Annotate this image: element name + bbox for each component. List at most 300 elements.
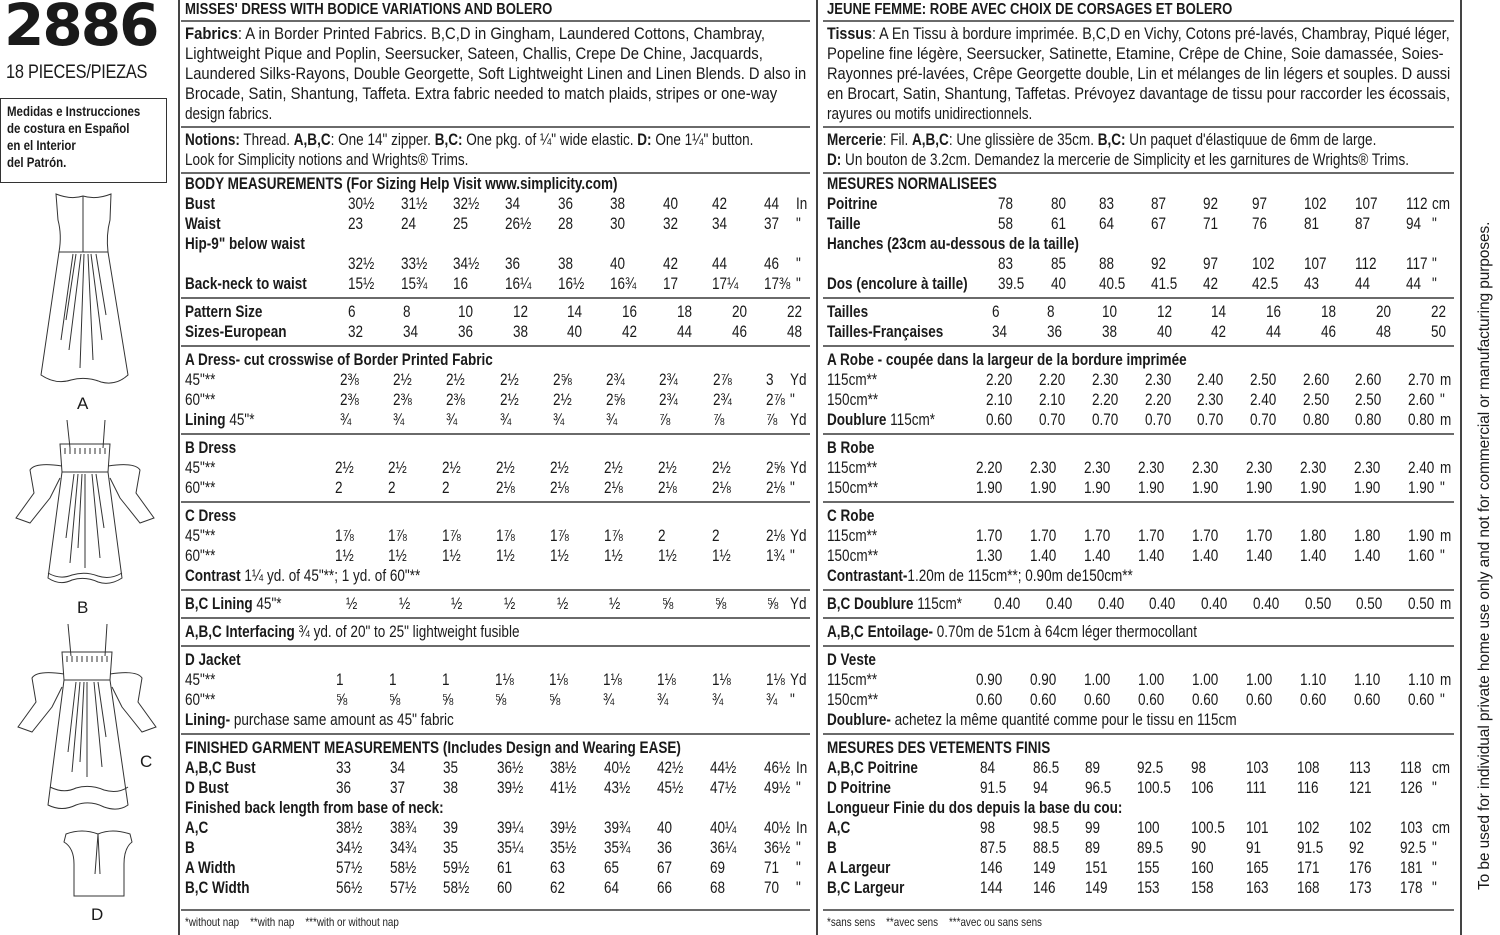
cell-value: 14 [1211,303,1227,321]
cell-value: 98 [1191,759,1207,777]
contrast-text: 1.20m de 115cm**; 0.90m de150cm** [907,567,1133,585]
cell-value: 1.00 [1191,671,1219,689]
table-row [181,214,810,234]
cell-value: 63 [550,859,566,877]
cell-value: 0.80 [1302,411,1329,429]
table-row [823,526,1454,546]
cell-value: 0.50 [1304,595,1331,613]
cell-value: 2.30 [1137,459,1165,477]
unit-label: " [796,275,802,293]
cell-value: 48 [1375,323,1391,341]
table-row [181,758,810,778]
table-row [181,410,810,430]
cell-value: 0.90 [975,671,1002,689]
cell-value: 36½ [496,759,523,777]
cell-value: 98.5 [1032,819,1059,837]
cell-value: 1.70 [1029,527,1056,545]
cell-value: 34¾ [389,839,417,857]
section-title: A Robe - coupée dans la largeur de la bordure imprimée [827,351,1187,369]
unit-label: " [796,255,802,273]
french-panel [823,0,1454,935]
notions-view: B,C: [434,131,463,149]
cell-value: 117 [1405,255,1428,273]
cell-value: 107 [1354,195,1378,213]
cell-value: 32 [348,323,364,341]
fabrics-line: Popeline fine légère, Seersucker, Satinette, Etamine, Crêpe de Chine, Soie damassée, Soies- [827,45,1444,63]
cell-value: 38 [610,195,626,213]
cell-value: 0.60 [1083,691,1111,709]
cell-value: ⅝ [714,595,726,613]
cell-value: 2½ [496,459,516,477]
cell-value: 33 [336,759,352,777]
unit-label: " [1432,215,1437,233]
cell-value: 2 [442,479,450,497]
cell-value: 35 [443,839,459,857]
table-row [823,798,1454,818]
cell-value: 87 [1151,195,1167,213]
cell-value: 38 [512,323,528,341]
spanish-note-line: del Patrón. [7,155,67,170]
cell-value: 1⅛ [711,671,731,689]
view-c-yardage-table [181,506,810,566]
cell-value: 107 [1303,255,1327,273]
cell-value: 66 [657,879,673,897]
cell-value: 1½ [442,547,462,565]
notions-view: A,B,C [911,131,949,149]
cell-value: 144 [980,879,1003,897]
cell-value: 36¼ [710,839,737,857]
view-d-yardage-table [181,650,810,710]
unit-label: In [796,759,808,777]
row-label: Waist [185,215,221,233]
divider [823,501,1454,503]
cell-value: ¾ [606,411,618,429]
cell-value: 87 [1354,215,1370,233]
interfacing [823,622,1454,642]
cell-value: 6 [348,303,356,321]
table-row [823,302,1454,322]
cell-value: 88 [1099,255,1115,273]
divider [181,645,810,647]
cell-value: 15¾ [400,275,427,293]
cell-value: ⅞ [765,411,778,429]
fabrics-line: en Brocart, Satin, Shantung, Taffetas. Prévoyez davantage de tissu pour raccorder les écossais, [827,85,1451,103]
cell-value: 68 [710,879,726,897]
unit-label: " [796,215,802,233]
footnote: *sans sens **avec sens ***avec ou sans sens [827,915,1042,929]
cell-value: 39½ [550,819,577,837]
cell-value: 92.5 [1136,759,1164,777]
notions-section [181,128,810,172]
unit-label: " [1432,859,1437,877]
fabrics-label: Tissus [827,25,872,43]
cell-value: 2 [658,527,666,545]
table-row [823,690,1454,710]
cell-value: 112 [1405,195,1428,213]
cell-value: 2½ [712,459,731,477]
unit-label: " [796,779,802,797]
unit-label: " [789,691,795,709]
cell-value: 94 [1405,215,1421,233]
cell-value: 39½ [496,779,523,797]
cell-value: 71 [763,859,780,877]
table-row [823,370,1454,390]
row-label: B [827,839,837,857]
unit-label: " [1432,255,1437,273]
row-label: Dos (encolure à taille) [827,275,968,293]
cell-value: 1.40 [1354,547,1381,565]
cell-value: 101 [1245,819,1269,837]
cell-value: 1⅞ [550,527,570,545]
cell-value: 26½ [505,215,532,233]
cell-value: 1¾ [765,547,785,565]
cell-value: 58 [998,215,1014,233]
cell-value: 0.60 [986,411,1013,429]
cell-value: 2.40 [1408,459,1435,477]
cell-value: 0.90 [1029,671,1056,689]
cell-value: 44 [1354,275,1370,293]
row-label: Hip-9" below waist [185,235,305,253]
cell-value: 102 [1251,255,1275,273]
cell-value: 102 [1296,819,1320,837]
cell-value: 34 [505,195,521,213]
divider [181,589,810,591]
cell-value: 2.30 [1083,459,1111,477]
cell-value: 2.40 [1197,371,1224,389]
cell-value: 1.10 [1299,671,1327,689]
usage-disclaimer: To be used for individual private home use only and not for commercial or manufacturing purposes. [1476,221,1493,890]
cell-value: 16 [1266,303,1282,321]
cell-value: 0.70 [1144,411,1171,429]
cell-value: 40 [662,195,678,213]
cell-value: 62 [550,879,566,897]
pieces-count: 18 PIECES/PIEZAS [6,62,148,83]
cell-value: 1.90 [1354,479,1381,497]
cell-value: 58½ [389,859,417,877]
cell-value: 2.20 [1144,391,1171,409]
unit-label: " [789,391,795,409]
unit-label: " [1440,479,1446,497]
cell-value: ⅞ [659,411,671,429]
cell-value: 33½ [400,255,427,273]
fabrics-text: : A En Tissu à bordure imprimée. B,C,D en Vichy, Cotons pré-lavés, Chambray, Piqué léger, [871,25,1450,43]
cell-value: 48 [786,323,802,341]
cell-value: ¾ [552,411,565,429]
cell-value: ½ [556,595,568,613]
cell-value: 36 [1047,323,1063,341]
notions-line [827,150,1409,170]
panel-title: MISSES' DRESS WITH BODICE VARIATIONS AND BOLERO [185,1,553,18]
cell-value: 155 [1136,859,1160,877]
unit-label: Yd [789,459,807,477]
contrast-label: Contrast [185,567,241,585]
cell-value: 1.90 [1191,479,1219,497]
table-row [181,546,810,566]
row-label-bold: Doublure [827,411,887,429]
footnote-row [181,914,810,930]
sizes-table [181,302,810,342]
table-row [181,458,810,478]
view-label-d: D [91,905,104,924]
cell-value: 87.5 [980,839,1007,857]
cell-value: 0.70 [1197,411,1224,429]
unit-label: " [796,879,802,897]
cell-value: 2½ [442,459,462,477]
cell-value: 1.90 [975,479,1002,497]
cell-value: 2⅛ [712,479,731,497]
row-label: B [185,839,195,857]
unit-label: " [789,547,795,565]
bc-lining-table [823,594,1454,614]
section-title: D Veste [827,651,876,669]
cell-value: 0.60 [1408,691,1435,709]
unit-label: " [1432,879,1437,897]
cell-value: 2½ [446,371,466,389]
cell-value: 1.00 [1245,671,1273,689]
row-label: A Width [185,859,236,877]
table-row [181,778,810,798]
table-row [181,878,810,898]
cell-value: 2.20 [975,459,1002,477]
cell-value: ⅝ [494,691,507,709]
cell-value: 2.30 [1245,459,1273,477]
cell-value: 58½ [443,879,470,897]
cell-value: 36 [457,323,473,341]
cell-value: 17 [662,275,678,293]
cell-value: 83 [998,255,1014,273]
cell-value: 46½ [763,759,791,777]
fabrics-label: Fabrics [185,25,238,43]
notions-text: : Une glissière de 35cm. [948,131,1098,149]
spacer [181,898,810,906]
cell-value: 40 [657,819,673,837]
cell-value: 1⅛ [494,671,514,689]
cell-value: 2.10 [1039,391,1066,409]
row-label [827,594,962,614]
row-label [185,594,282,614]
row-label: 45"** [185,371,216,389]
cell-value: 3 [765,371,774,389]
cell-value: ½ [503,595,516,613]
section-title: C Dress [185,507,237,525]
section-title: BODY MEASUREMENTS (For Sizing Help Visit www.simplicity.com) [185,175,618,193]
cell-value: 1⅛ [603,671,623,689]
cell-value: 1⅞ [388,527,408,545]
cell-value: 16½ [557,275,585,293]
row-label: A Largeur [827,859,891,877]
divider [823,297,1454,299]
cell-value: 40.5 [1099,275,1126,293]
cell-value: 2⅛ [604,479,623,497]
divider-left [178,0,180,935]
notions-view: A,B,C [293,131,331,149]
unit-label: " [1432,779,1437,797]
cell-value: ¾ [603,691,615,709]
cell-value: 61 [496,859,512,877]
cell-value: 84 [980,759,996,777]
cell-value: 18 [676,303,693,321]
cell-value: 31½ [400,195,427,213]
jacket-lining-text: purchase same amount as 45" fabric [230,711,454,729]
cell-value: 1.40 [1137,547,1165,565]
unit-label: In [796,195,808,213]
unit-label: " [789,479,795,497]
fabrics-line: Lightweight Pique and Poplin, Seersucker, Sateen, Challis, Crepe De Chine, Jacquards, [185,45,763,63]
table-row [181,690,810,710]
cell-value: 64 [1099,215,1115,233]
cell-value: 46 [1320,323,1337,341]
row-label-bold: B,C Doublure [827,595,914,613]
cell-value: 163 [1245,879,1269,897]
divider-right [1460,0,1462,935]
cell-value: 0.40 [1097,595,1124,613]
cell-value: 0.50 [1356,595,1383,613]
cell-value: 2.20 [986,371,1013,389]
cell-value: 2½ [658,459,677,477]
unit-label: m [1440,595,1452,613]
cell-value: 2.10 [986,391,1013,409]
cell-value: 36 [557,195,573,213]
cell-value: ¾ [499,411,511,429]
notions-view: D: [637,131,652,149]
cell-value: 0.60 [1191,691,1219,709]
unit-label: m [1440,459,1452,477]
interfacing-label: A,B,C Interfacing [185,623,295,641]
table-row [181,370,810,390]
cell-value: 0.60 [1299,691,1327,709]
notions-section [823,128,1454,172]
row-label: 150cm** [827,479,879,497]
cell-value: 2.70 [1407,371,1435,389]
cell-value: 41½ [550,779,577,797]
cell-value: ⅝ [441,691,454,709]
cell-value: 96.5 [1084,779,1112,797]
table-row [181,478,810,498]
cell-value: 43½ [603,779,630,797]
section-title: D Jacket [185,651,241,669]
row-label: 115cm** [827,671,878,689]
cell-value: 2.20 [1091,391,1119,409]
cell-value: 34½ [453,255,480,273]
divider-middle [816,0,818,935]
notions-text: : Fil. [882,131,912,149]
row-label: A,B,C Poitrine [827,759,918,777]
cell-value: 111 [1245,779,1267,797]
cell-value: 112 [1354,255,1377,273]
cell-value: 0.70 [1249,411,1277,429]
table-row [181,858,810,878]
cell-value: 2⅛ [496,479,516,497]
unit-label: Yd [789,671,807,689]
row-label: D Poitrine [827,779,891,797]
table-row [181,594,810,614]
cell-value: ½ [451,595,463,613]
cell-value: 0.60 [975,691,1002,709]
cell-value: 1⅛ [548,671,568,689]
divider [823,733,1454,735]
cell-value: 94 [1032,779,1048,797]
notions-text: One 1¼" button. [651,131,754,149]
cell-value: 20 [1375,303,1391,321]
cell-value: 17¼ [711,275,738,293]
cell-value: 69 [710,859,726,877]
cell-value: 0.40 [1252,595,1280,613]
contrast [181,566,810,586]
row-label: 60"** [185,691,216,709]
cell-value: 1.10 [1354,671,1381,689]
dress-c-illustration [10,622,160,812]
cell-value: 40½ [603,759,630,777]
spanish-note-line: Medidas e Instrucciones [7,104,141,119]
cell-value: 1⅞ [604,527,623,545]
cell-value: 2.30 [1354,459,1381,477]
cell-value: 88.5 [1032,839,1059,857]
table-row [823,274,1454,294]
cell-value: 1.70 [1245,527,1273,545]
view-b-yardage-table [823,438,1454,498]
cell-value: 2⅝ [606,391,625,409]
cell-value: 57½ [336,859,363,877]
unit-label: Yd [789,595,807,613]
cell-value: 32½ [348,255,375,273]
cell-value: 2½ [393,371,412,389]
divider [823,909,1454,911]
fabrics-line [827,24,1450,44]
cell-value: 173 [1348,879,1372,897]
cell-value: 2.30 [1191,459,1219,477]
cell-value: 40 [1050,275,1066,293]
cell-value: 1.40 [1299,547,1327,565]
cell-value: 158 [1191,879,1214,897]
view-d-yardage-table [823,650,1454,710]
cell-value: 1½ [604,547,623,565]
cell-value: 2.60 [1302,371,1329,389]
cell-value: 16¾ [610,275,637,293]
cell-value: 42 [1211,323,1227,341]
cell-value: 146 [1032,879,1056,897]
cell-value: 1.70 [1191,527,1219,545]
cell-value: 100.5 [1136,779,1171,797]
cell-value: 0.50 [1408,595,1435,613]
cell-value: 1½ [334,547,354,565]
footnote: *without nap **with nap ***with or without nap [185,915,399,929]
cell-value: 181 [1399,859,1423,877]
cell-value: 22 [1430,303,1446,321]
cell-value: 38½ [336,819,363,837]
cell-value: 46 [731,323,747,341]
view-a-yardage-table [823,350,1454,430]
body-measurements-table [181,174,810,294]
cell-value: 113 [1348,759,1371,777]
sizes-table [823,302,1454,342]
cell-value: 22 [786,303,802,321]
cell-value: 1.00 [1137,671,1165,689]
section-title: B Dress [185,439,237,457]
cell-value: 36 [336,779,352,797]
cell-value: 42½ [657,759,684,777]
row-label: A,C [185,819,209,837]
notions-text: Un paquet d'élastiquue de 6mm de large. [1125,131,1377,149]
cell-value: ⅝ [661,595,674,613]
cell-value: 44 [1266,323,1282,341]
cell-value: 6 [992,303,1000,321]
table-row [823,878,1454,898]
fabrics-line: Brocade, Satin, Shantung, Taffeta. Extra fabric needed to match plaids, stripes or one-way [185,85,778,103]
table-row [823,458,1454,478]
cell-value: 2⅜ [446,391,466,409]
cell-value: 40¼ [710,819,737,837]
cell-value: ¾ [446,411,458,429]
